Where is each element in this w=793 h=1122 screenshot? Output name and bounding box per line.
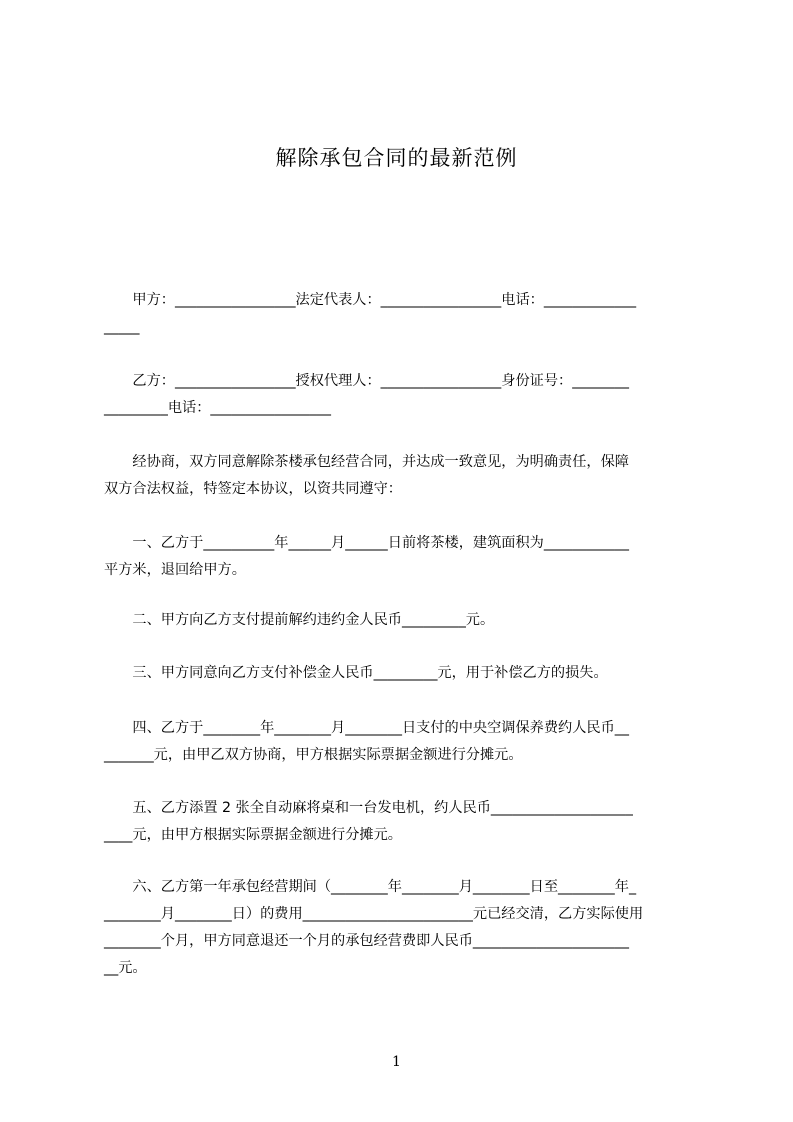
party-a-line: 甲方：_________________法定代表人：_________________电话：_____________ _____ [104,292,637,335]
clause-1: 一、乙方于__________年______月______日前将茶楼，建筑面积为____________ 平方米，退回给甲方。 [104,535,629,578]
clause-2: 二、甲方向乙方支付提前解约违约金人民币_________元。 [104,612,495,628]
preamble-paragraph: 经协商，双方同意解除茶楼承包经营合同，并达成一致意见，为明确责任，保障 双方合法权益，特签定本协议，以资共同遵守： [104,454,629,497]
clause-5: 五、乙方添置 2 张全自动麻将桌和一台发电机，约人民币____________________ ____元，由甲方根据实际票据金额进行分摊元。 [104,800,633,843]
party-b-line: 乙方：_________________授权代理人：_________________身份证号：________ _________电话：_________________ [104,373,629,416]
clause-6: 六、乙方第一年承包经营期间（________年________月________日至________年_ ________月________日）的费用________________________元已经交清，乙方实际使用 ________个月，甲方同意退还一个月的承包经营费即人民币______________________ __元。 [104,879,644,976]
clause-4: 四、乙方于________年________月________日支付的中央空调保养费约人民币__ _______元，由甲乙双方协商，甲方根据实际票据金额进行分摊元。 [104,720,629,763]
document-title: 解除承包合同的最新范例 [275,146,518,170]
clause-3: 三、甲方同意向乙方支付补偿金人民币_________元，用于补偿乙方的损失。 [104,665,608,681]
page-number: 1 [392,1054,401,1070]
